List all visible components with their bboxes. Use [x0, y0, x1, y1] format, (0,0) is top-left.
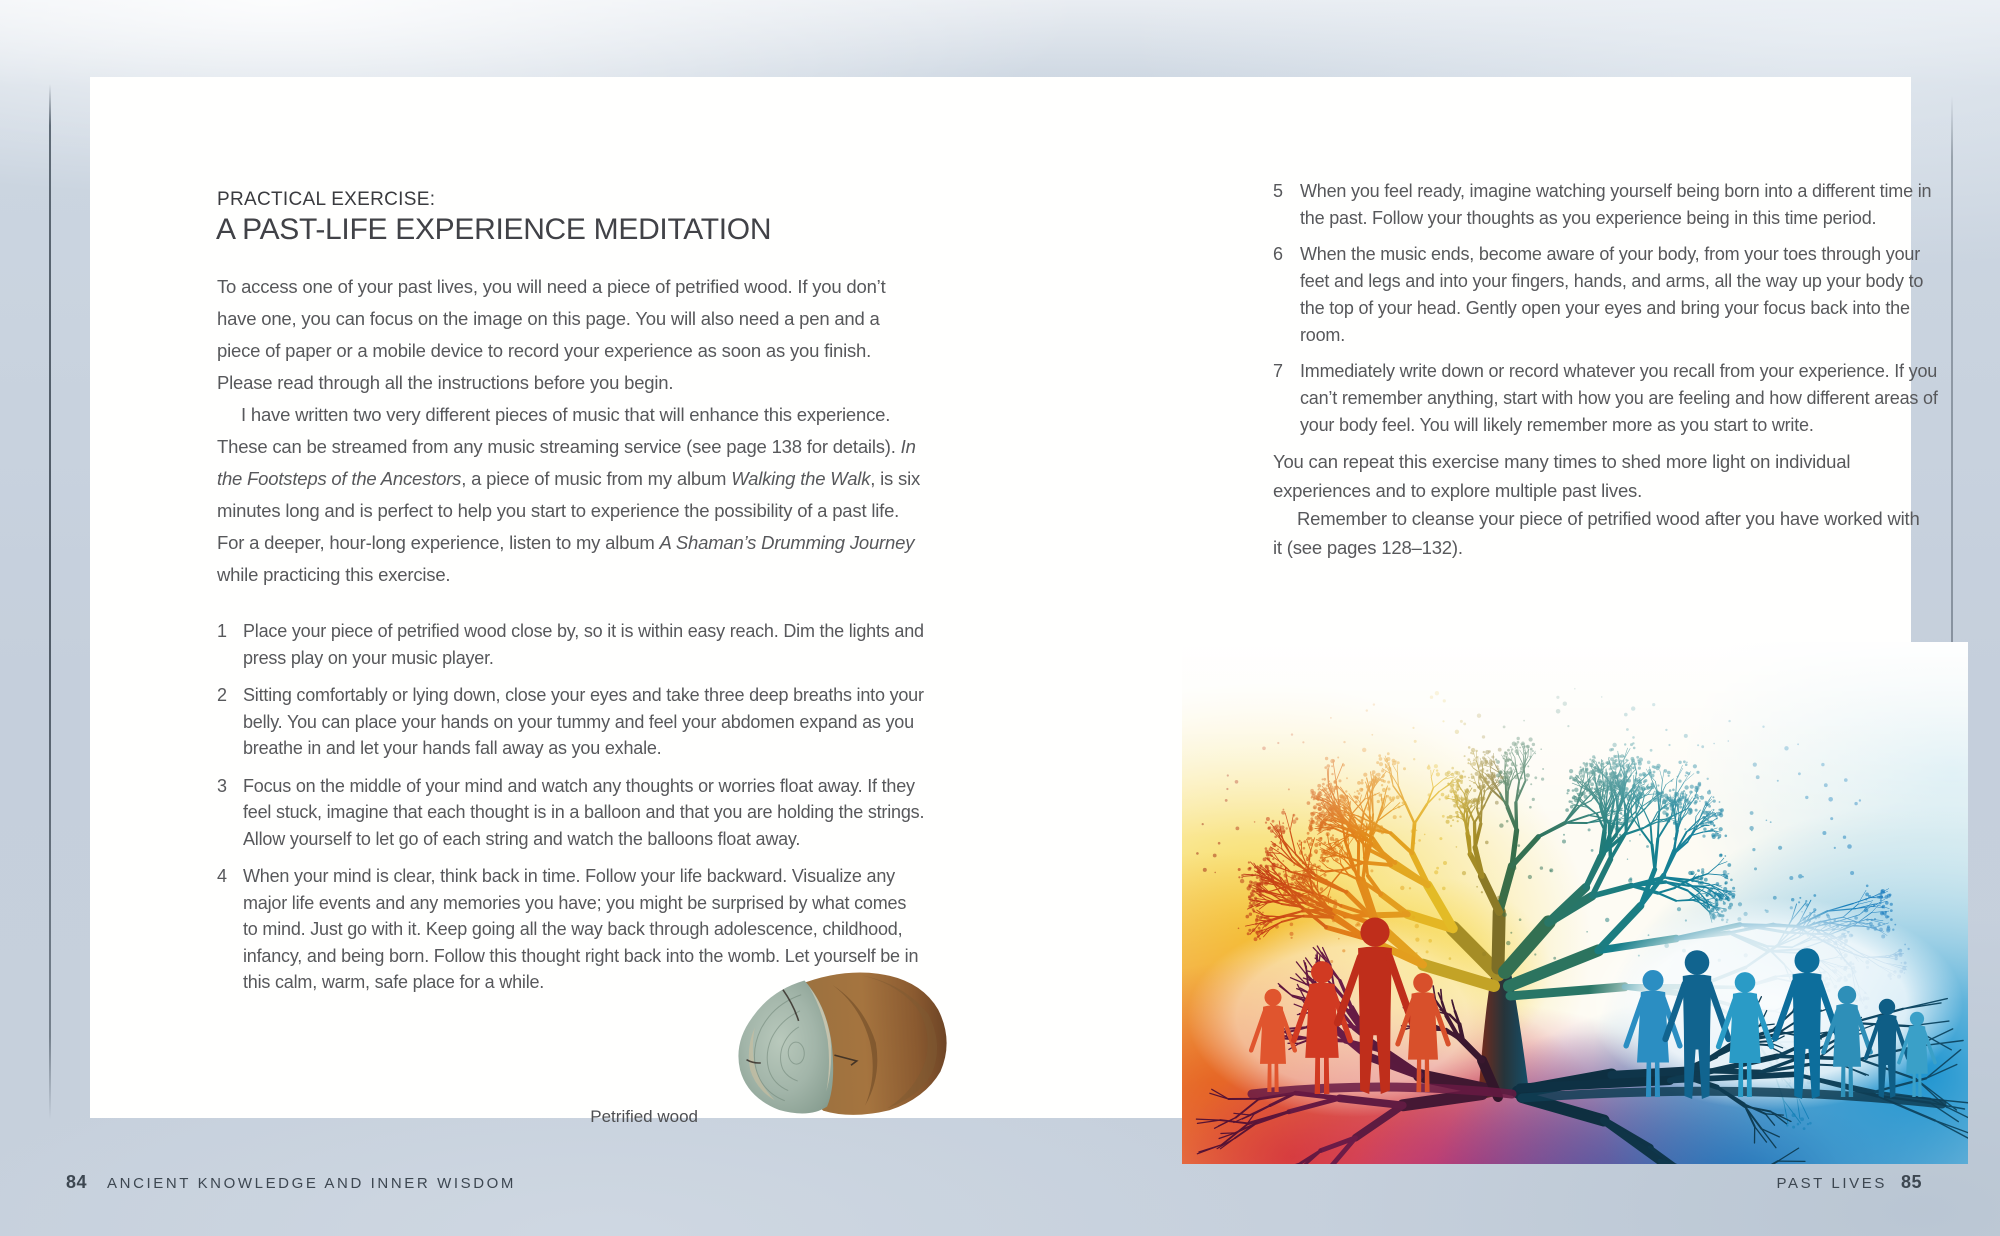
page-title: A PAST-LIFE EXPERIENCE MEDITATION — [216, 213, 772, 246]
step-text: Place your piece of petrified wood close by, so it is within easy reach. Dim the lights and press play on your music player. — [243, 621, 924, 668]
footer-right — [1776, 1172, 1922, 1193]
closing-paragraphs — [1273, 448, 1928, 562]
steps-5-7 — [1273, 178, 1951, 448]
petrified-wood-photo — [716, 967, 956, 1125]
step-text: Immediately write down or record whatever you recall from your experience. If you can’t remember anything, start with how you are feeling and how different areas of your body feel. You will likely remember more as you start to write. — [1300, 361, 1938, 435]
steps-1-4 — [217, 618, 925, 1007]
step-text: Focus on the middle of your mind and watch any thoughts or worries float away. If they feel stuck, imagine that each thought is in a balloon and that you are holding the strings. Allow yourself to let go of each string and watch the balloons float away. — [243, 775, 925, 849]
page-number-left: 84 — [66, 1172, 88, 1192]
step-number: 7 — [1273, 361, 1283, 381]
step-text: When you feel ready, imagine watching yourself being born into a different time in the past. Follow your thoughts as you experience being in this time period. — [1300, 181, 1932, 228]
step-text: When your mind is clear, think back in time. Follow your life backward. Visualize any major life events and any memories you have; you might be surprised by what comes to mind. Just go with it. Keep going all the way back through adolescence, childhood, infancy, and being born. Follow this thought right back into the womb. Let yourself be in this calm, warm, safe place for a while. — [243, 866, 919, 992]
step-text: Sitting comfortably or lying down, close your eyes and take three deep breaths into your belly. You can place your hands on your tummy and feel your abdomen expand as you breathe in and let your hands fall away as you exhale. — [243, 685, 924, 758]
wood-caption: Petrified wood — [590, 1107, 698, 1126]
page-number-right: 85 — [1900, 1172, 1922, 1192]
tree-of-life-illustration — [1182, 642, 1968, 1164]
section-title-right: PAST LIVES — [1776, 1175, 1887, 1192]
numbered-step — [217, 773, 925, 853]
numbered-step — [1273, 178, 1951, 232]
step-text: When the music ends, become aware of your body, from your toes through your feet and legs and into your fingers, hands, and arms, all the way up your body to the top of your head. Gently open your eyes and bring your focus back into the room. — [1300, 244, 1924, 345]
numbered-step — [1273, 241, 1951, 349]
book-page-edge-left — [49, 84, 51, 1120]
exercise-kicker: PRACTICAL EXERCISE: — [217, 189, 436, 210]
step-number: 4 — [217, 866, 227, 886]
book-spread — [90, 77, 1938, 1126]
numbered-step — [217, 682, 925, 762]
section-title-left: ANCIENT KNOWLEDGE AND INNER WISDOM — [107, 1175, 517, 1192]
footer-left — [66, 1172, 516, 1193]
canopy-top-fade — [1182, 642, 1968, 837]
step-number: 5 — [1273, 181, 1283, 201]
intro-paragraphs — [217, 271, 925, 591]
paragraph: You can repeat this exercise many times to shed more light on individual experiences and to explore multiple past lives. — [1273, 451, 1851, 501]
step-number: 6 — [1273, 244, 1283, 264]
step-number: 1 — [217, 621, 227, 641]
step-number: 2 — [217, 685, 227, 705]
paragraph: Remember to cleanse your piece of petrified wood after you have worked with it (see pages 128–132). — [1273, 508, 1920, 558]
paragraph: To access one of your past lives, you will need a piece of petrified wood. If you don’t have one, you can focus on the image on this page. You will also need a pen and a piece of paper or a mobile device to record your experience as soon as you finish. Please read through all the instructions before you begin. — [217, 276, 886, 393]
numbered-step — [217, 618, 925, 671]
paragraph: I have written two very different pieces of music that will enhance this experience. These can be streamed from any music streaming service (see page 138 for details). In the Footsteps of the Ancestors, a piece of music from my album Walking the Walk, is six minutes long and is perfect to help you start to experience the possibility of a past life. For a deeper, hour-long experience, listen to my album A Shaman’s Drumming Journey while practicing this exercise. — [217, 404, 921, 585]
step-number: 3 — [217, 775, 227, 796]
numbered-step — [1273, 358, 1951, 439]
